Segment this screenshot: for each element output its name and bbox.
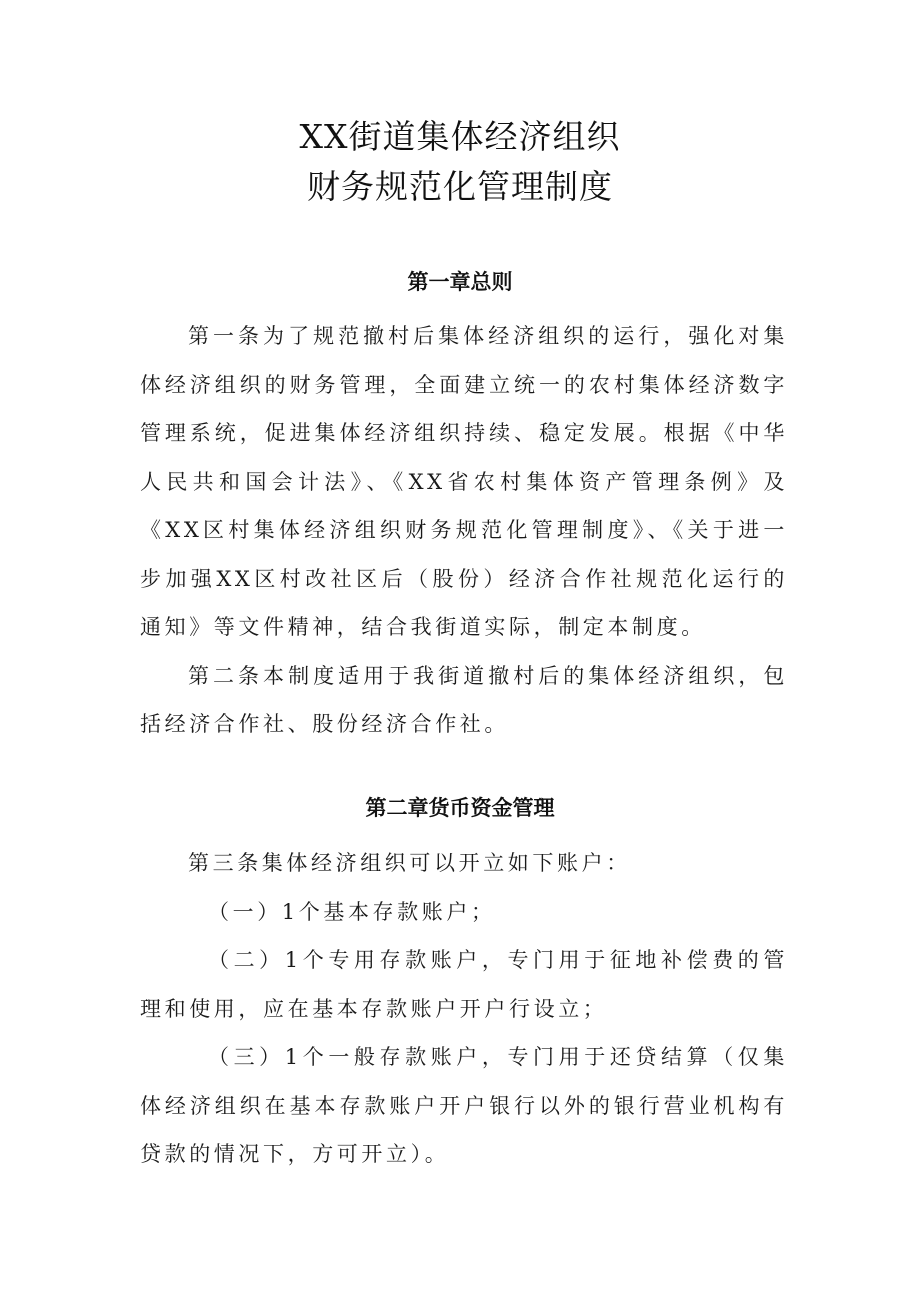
account-item-2: （二）1个专用存款账户，专门用于征地补偿费的管理和使用，应在基本存款账户开户行设立； xyxy=(140,948,788,1021)
account-item-1: （一）1个基本存款账户； xyxy=(208,899,496,924)
title-line-2: 财务规范化管理制度 xyxy=(307,167,613,206)
chapter-2-body xyxy=(140,839,788,1179)
article-3: 第三条集体经济组织可以开立如下账户： xyxy=(188,851,631,875)
article-1: 第一条为了规范撤村后集体经济组织的运行，强化对集体经济组织的财务管理，全面建立统一的农村集体经济数字管理系统，促进集体经济组织持续、稳定发展。根据《中华人民共和国会计法》、《XX省农村集体资产管理条例》及《XX区村集体经济组织财务规范化管理制度》、《关于进一步加强XX区村改社区后（股份）经济合作社规范化运行的通知》等文件精神，结合我街道实际，制定本制度。 xyxy=(140,324,788,639)
chapter-1-heading: 第一章总则 xyxy=(407,270,513,294)
document-title xyxy=(0,112,920,212)
chapter-2-heading: 第二章货币资金管理 xyxy=(365,796,555,820)
title-line-1: XX街道集体经济组织 xyxy=(299,117,621,156)
account-item-3: （三）1个一般存款账户，专门用于还贷结算（仅集体经济组织在基本存款账户开户银行以外的银行营业机构有贷款的情况下，方可开立）。 xyxy=(140,1045,788,1166)
article-2: 第二条本制度适用于我街道撤村后的集体经济组织，包括经济合作社、股份经济合作社。 xyxy=(140,663,788,736)
chapter-1-body xyxy=(140,312,788,749)
